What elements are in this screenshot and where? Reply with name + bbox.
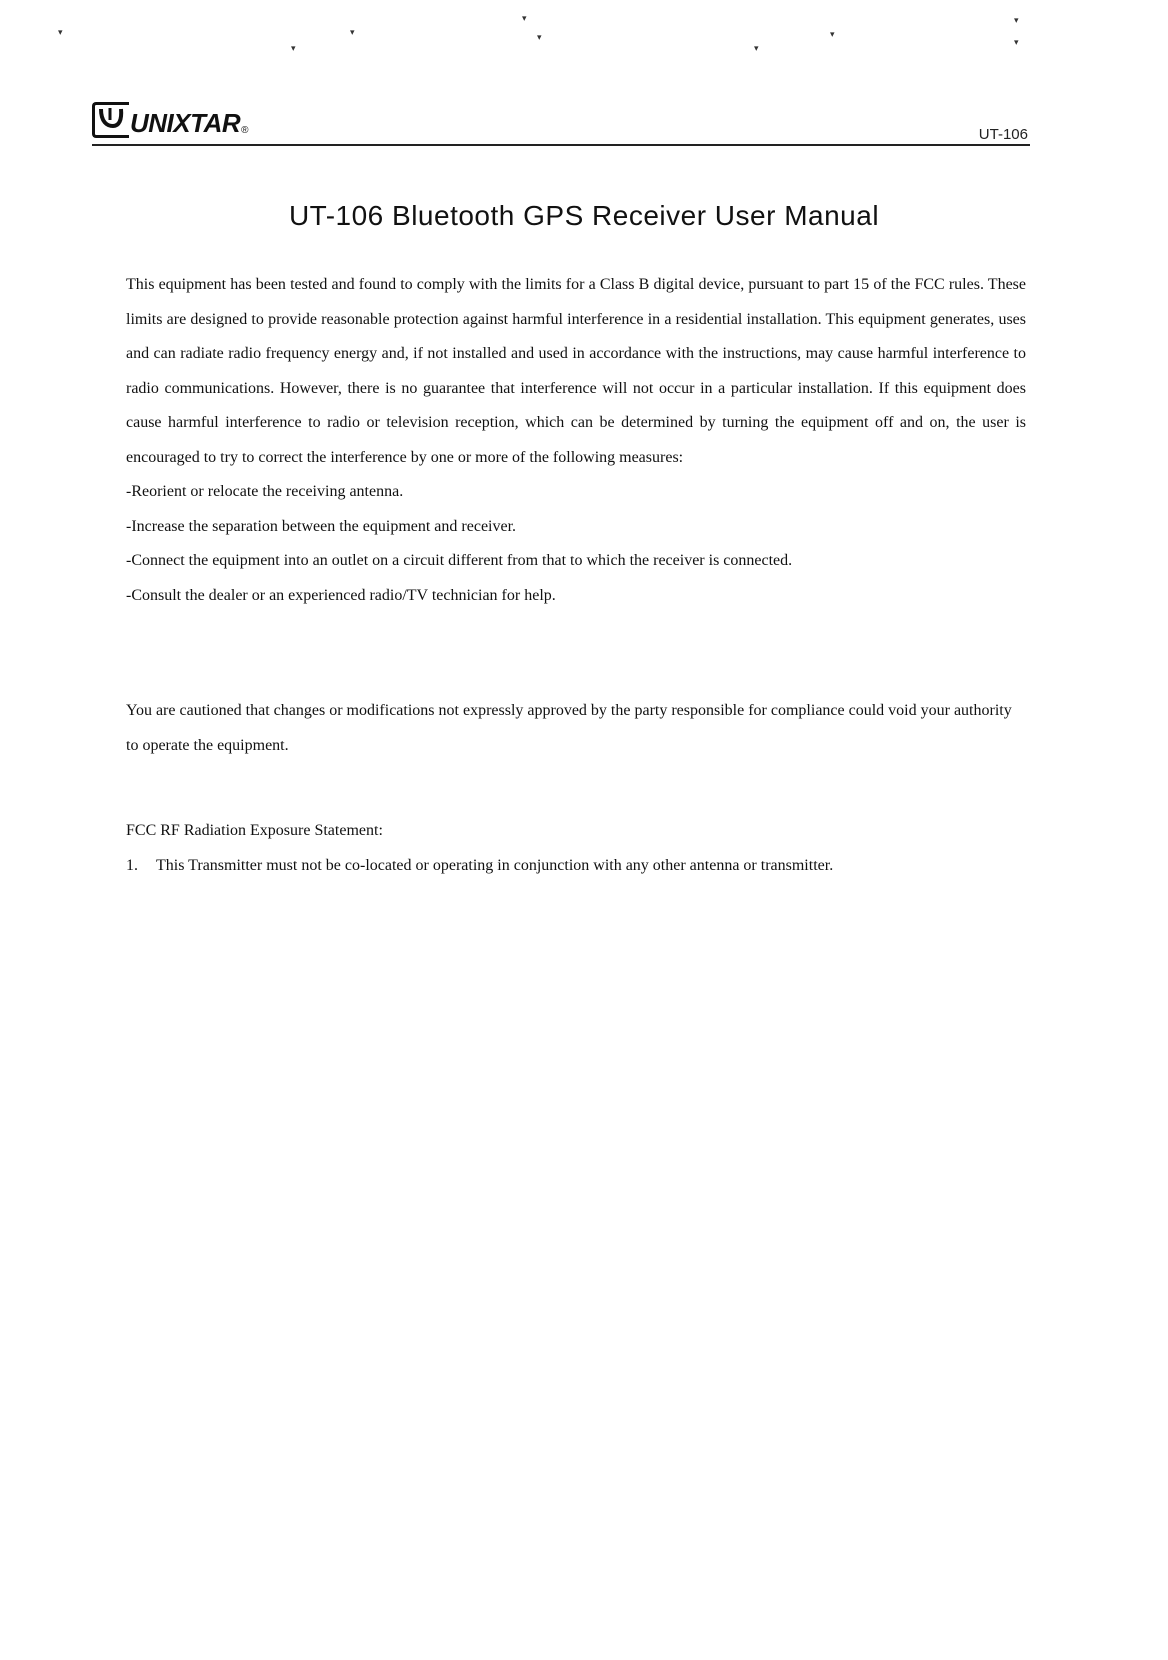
header-divider	[92, 144, 1030, 146]
scan-speck: ▾	[754, 44, 759, 54]
measure-item: -Reorient or relocate the receiving antenna.	[126, 483, 404, 500]
measure-item: -Increase the separation between the equipment and receiver.	[126, 517, 517, 535]
brand-logo	[92, 92, 249, 138]
scan-speck: ▾	[1014, 16, 1019, 26]
logo-mark-icon	[92, 102, 129, 138]
scan-speck: ▾	[1014, 38, 1019, 48]
scan-speck: ▾	[522, 14, 527, 24]
registered-mark: ®	[241, 125, 249, 136]
rf-exposure-heading: FCC RF Radiation Exposure Statement:	[126, 822, 383, 839]
rf-item-text: This Transmitter must not be co-located or operating in conjunction with any other antenna or transmitter.	[156, 856, 834, 874]
rf-exposure-section	[126, 814, 1026, 883]
rf-item-number: 1.	[126, 856, 138, 874]
scan-speck: ▾	[291, 44, 296, 54]
fcc-intro-paragraph: This equipment has been tested and found to comply with the limits for a Class B digital device, pursuant to part 15 of the FCC rules. These limits are designed to provide reasonable protection against harmful interference in a residential installation. This equipment generates, uses and can radiate radio frequency energy and, if not installed and used in accordance with the instructions, may cause harmful interference to radio communications. However, there is no guarantee that interference will not occur in a particular installation. If this equipment does cause harmful interference to radio or television reception, which can be determined by turning the equipment off and on, the user is encouraged to try to correct the interference by one or more of the following measures:	[126, 276, 1026, 466]
rf-exposure-item	[126, 849, 1026, 884]
measure-item: -Connect the equipment into an outlet on a circuit different from that to which the receiver is connected.	[126, 552, 793, 569]
measure-item: -Consult the dealer or an experienced radio/TV technician for help.	[126, 586, 556, 604]
scan-speck: ▾	[350, 28, 355, 38]
scan-speck: ▾	[830, 30, 835, 40]
page-title: UT-106 Bluetooth GPS Receiver User Manual	[288, 200, 880, 231]
scan-speck: ▾	[58, 28, 63, 38]
header-model-number: UT-106	[978, 126, 1028, 143]
brand-name: UNIXTAR	[130, 108, 241, 138]
scan-speck: ▾	[537, 33, 542, 43]
page-header	[92, 92, 1030, 152]
caution-paragraph: You are cautioned that changes or modifications not expressly approved by the party responsible for compliance could void your authority to operate the equipment.	[126, 702, 1012, 754]
fcc-compliance-section	[126, 268, 1026, 613]
